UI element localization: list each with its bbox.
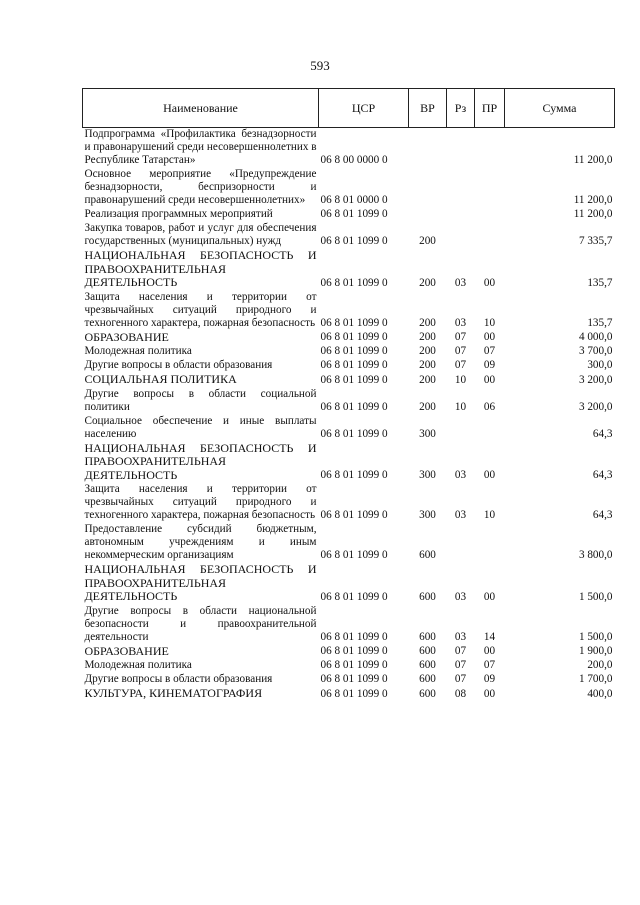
- row-csr: 06 8 01 1099 0: [320, 373, 388, 386]
- row-sum: 3 800,0: [578, 549, 613, 561]
- row-vr: 600: [419, 549, 436, 561]
- row-sum: 1 500,0: [578, 630, 613, 643]
- row-rz: 07: [454, 645, 467, 657]
- row-vr: 200: [419, 331, 436, 343]
- row-sum: 11 200,0: [573, 154, 613, 166]
- row-csr: 06 8 01 1099 0: [320, 509, 388, 521]
- row-pr: 00: [483, 276, 496, 289]
- header-row: [83, 89, 615, 128]
- row-rz: 07: [454, 345, 467, 357]
- row-csr: 06 8 01 1099 0: [320, 673, 388, 685]
- table-row: [83, 442, 615, 484]
- row-vr: 600: [419, 645, 436, 657]
- row-rz: 03: [454, 630, 467, 643]
- row-csr: 06 8 01 1099 0: [320, 235, 388, 247]
- row-name: Защита населения и территории от чрезвычайных ситуаций природного и техногенного характера, пожарная безопасность: [84, 290, 317, 329]
- row-vr: 300: [419, 509, 436, 521]
- row-csr: 06 8 01 1099 0: [320, 590, 388, 603]
- header-csr: ЦСР: [319, 89, 409, 128]
- table-header: [83, 89, 615, 128]
- row-vr: [409, 168, 447, 208]
- header-rz: Рз: [447, 89, 475, 128]
- row-pr: [475, 222, 505, 249]
- row-pr: 09: [483, 359, 496, 371]
- table-row: [83, 563, 615, 605]
- row-vr: 300: [419, 427, 436, 440]
- row-pr: 14: [483, 630, 496, 643]
- row-vr: 200: [419, 316, 436, 329]
- table-row: [83, 645, 615, 660]
- row-rz: 10: [454, 400, 467, 413]
- row-pr: 00: [483, 590, 496, 603]
- row-csr: 06 8 01 1099 0: [320, 359, 388, 371]
- row-pr: 00: [483, 687, 496, 700]
- row-name: Социальное обеспечение и иные выплаты населению: [84, 414, 317, 440]
- row-csr: 06 8 01 1099 0: [320, 549, 388, 561]
- row-sum: 200,0: [587, 659, 613, 671]
- header-vr: ВР: [409, 89, 447, 128]
- row-csr: 06 8 01 1099 0: [320, 659, 388, 671]
- row-vr: 600: [419, 659, 436, 671]
- row-sum: 3 700,0: [578, 345, 613, 357]
- row-name: СОЦИАЛЬНАЯ ПОЛИТИКА: [84, 372, 237, 386]
- row-pr: 07: [483, 659, 496, 671]
- row-rz: 07: [454, 359, 467, 371]
- row-rz: 03: [454, 509, 467, 521]
- table-row: [83, 168, 615, 208]
- row-name: ОБРАЗОВАНИЕ: [84, 329, 169, 344]
- row-csr: 06 8 01 1099 0: [320, 276, 388, 289]
- row-csr: 06 8 00 0000 0: [320, 154, 388, 166]
- row-name: Основное мероприятие «Предупреждение безнадзорности, беспризорности и правонарушений среди несовершеннолетних»: [84, 168, 317, 206]
- row-name: ОБРАЗОВАНИЕ: [84, 643, 169, 658]
- row-rz: 03: [454, 590, 467, 603]
- header-name: Наименование: [83, 89, 319, 128]
- row-csr: 06 8 01 1099 0: [320, 316, 388, 329]
- table-row: [83, 291, 615, 331]
- row-name: КУЛЬТУРА, КИНЕМАТОГРАФИЯ: [84, 686, 263, 700]
- table-row: [83, 345, 615, 359]
- row-csr: 06 8 01 1099 0: [320, 427, 388, 440]
- table-row: [83, 359, 615, 373]
- table-row: [83, 687, 615, 702]
- row-name: НАЦИОНАЛЬНАЯ БЕЗОПАСНОСТЬ И ПРАВООХРАНИТЕЛЬНАЯ ДЕЯТЕЛЬНОСТЬ: [84, 248, 317, 289]
- row-pr: 09: [483, 673, 496, 685]
- row-rz: [447, 168, 475, 208]
- table-row: [83, 605, 615, 645]
- row-csr: 06 8 01 1099 0: [320, 331, 388, 343]
- row-vr: [409, 208, 447, 222]
- row-sum: 1 700,0: [578, 673, 613, 685]
- row-name: Другие вопросы в области национальной безопасности и правоохранительной деятельности: [84, 604, 317, 643]
- row-rz: 07: [454, 331, 467, 343]
- row-pr: [475, 208, 505, 222]
- row-pr: 00: [483, 373, 496, 386]
- row-pr: [475, 128, 505, 169]
- row-name: Реализация программных мероприятий: [84, 208, 273, 220]
- row-pr: 00: [483, 645, 496, 657]
- row-rz: 03: [454, 316, 467, 329]
- row-sum: 11 200,0: [573, 208, 613, 220]
- row-vr: 200: [419, 359, 436, 371]
- row-rz: [447, 415, 475, 442]
- row-name: Предоставление субсидий бюджетным, автономным учреждениям и иным некоммерческим организациям: [84, 523, 317, 561]
- budget-table: [82, 88, 615, 702]
- row-name: НАЦИОНАЛЬНАЯ БЕЗОПАСНОСТЬ И ПРАВООХРАНИТЕЛЬНАЯ ДЕЯТЕЛЬНОСТЬ: [84, 440, 317, 482]
- row-vr: 200: [419, 276, 436, 289]
- row-rz: 08: [454, 687, 467, 700]
- row-rz: [447, 523, 475, 563]
- row-sum: 1 500,0: [578, 590, 613, 603]
- row-sum: 300,0: [587, 359, 613, 371]
- row-pr: 00: [483, 331, 496, 343]
- table-row: [83, 222, 615, 249]
- row-name: НАЦИОНАЛЬНАЯ БЕЗОПАСНОСТЬ И ПРАВООХРАНИТЕЛЬНАЯ ДЕЯТЕЛЬНОСТЬ: [84, 562, 317, 603]
- row-sum: 64,3: [592, 509, 613, 521]
- row-pr: [475, 168, 505, 208]
- row-vr: 300: [419, 469, 436, 481]
- row-csr: 06 8 01 1099 0: [320, 345, 388, 357]
- row-name: Другие вопросы в области образования: [84, 673, 273, 685]
- row-name: Подпрограмма «Профилактика безнадзорности и правонарушений среди несовершеннолетних в Республике Татарстан»: [84, 128, 317, 166]
- table-row: [83, 673, 615, 687]
- row-sum: 64,3: [592, 427, 613, 440]
- table-body: [83, 128, 615, 702]
- row-name: Другие вопросы в области социальной политики: [84, 387, 317, 413]
- row-pr: 06: [483, 400, 496, 413]
- row-vr: 200: [419, 345, 436, 357]
- row-csr: 06 8 01 1099 0: [320, 645, 388, 657]
- header-pr: ПР: [475, 89, 505, 128]
- table-row: [83, 208, 615, 222]
- row-sum: 4 000,0: [578, 331, 613, 343]
- table-row: [83, 373, 615, 388]
- row-rz: [447, 128, 475, 169]
- row-pr: [475, 415, 505, 442]
- row-sum: 400,0: [587, 687, 613, 700]
- table-row: [83, 128, 615, 169]
- row-name: Молодежная политика: [84, 659, 192, 671]
- row-csr: 06 8 01 1099 0: [320, 208, 388, 220]
- row-vr: 600: [419, 630, 436, 643]
- table-row: [83, 483, 615, 523]
- table-row: [83, 388, 615, 415]
- row-rz: 07: [454, 673, 467, 685]
- row-sum: 135,7: [587, 316, 613, 329]
- page-number: 593: [310, 58, 330, 73]
- row-pr: 07: [483, 345, 496, 357]
- row-vr: 600: [419, 687, 436, 700]
- row-rz: [447, 222, 475, 249]
- row-name: Защита населения и территории от чрезвычайных ситуаций природного и техногенного характера, пожарная безопасность: [84, 483, 317, 521]
- row-rz: [447, 208, 475, 222]
- table-row: [83, 415, 615, 442]
- row-pr: 00: [483, 469, 496, 481]
- row-pr: 10: [483, 509, 496, 521]
- table-row: [83, 659, 615, 673]
- row-rz: 03: [454, 469, 467, 481]
- row-sum: 11 200,0: [573, 194, 613, 206]
- row-csr: 06 8 01 0000 0: [320, 194, 388, 206]
- row-sum: 3 200,0: [578, 373, 613, 386]
- row-vr: 200: [419, 235, 436, 247]
- row-sum: 7 335,7: [578, 235, 613, 247]
- row-csr: 06 8 01 1099 0: [320, 630, 388, 643]
- row-pr: 10: [483, 316, 496, 329]
- row-sum: 1 900,0: [578, 645, 613, 657]
- row-vr: 600: [419, 590, 436, 603]
- table-row: [83, 331, 615, 346]
- row-name: Другие вопросы в области образования: [84, 359, 273, 371]
- row-vr: 200: [419, 400, 436, 413]
- row-rz: 10: [454, 373, 467, 386]
- row-sum: 3 200,0: [578, 400, 613, 413]
- row-csr: 06 8 01 1099 0: [320, 687, 388, 700]
- row-rz: 03: [454, 276, 467, 289]
- row-vr: 600: [419, 673, 436, 685]
- row-sum: 64,3: [592, 469, 613, 481]
- row-sum: 135,7: [587, 276, 613, 289]
- row-csr: 06 8 01 1099 0: [320, 400, 388, 413]
- table-row: [83, 523, 615, 563]
- row-rz: 07: [454, 659, 467, 671]
- table-row: [83, 249, 615, 291]
- row-vr: 200: [419, 373, 436, 386]
- row-pr: [475, 523, 505, 563]
- row-name: Закупка товаров, работ и услуг для обеспечения государственных (муниципальных) нужд: [84, 222, 317, 247]
- row-name: Молодежная политика: [84, 345, 192, 357]
- row-vr: [409, 128, 447, 169]
- header-sum: Сумма: [505, 89, 615, 128]
- row-csr: 06 8 01 1099 0: [320, 469, 388, 481]
